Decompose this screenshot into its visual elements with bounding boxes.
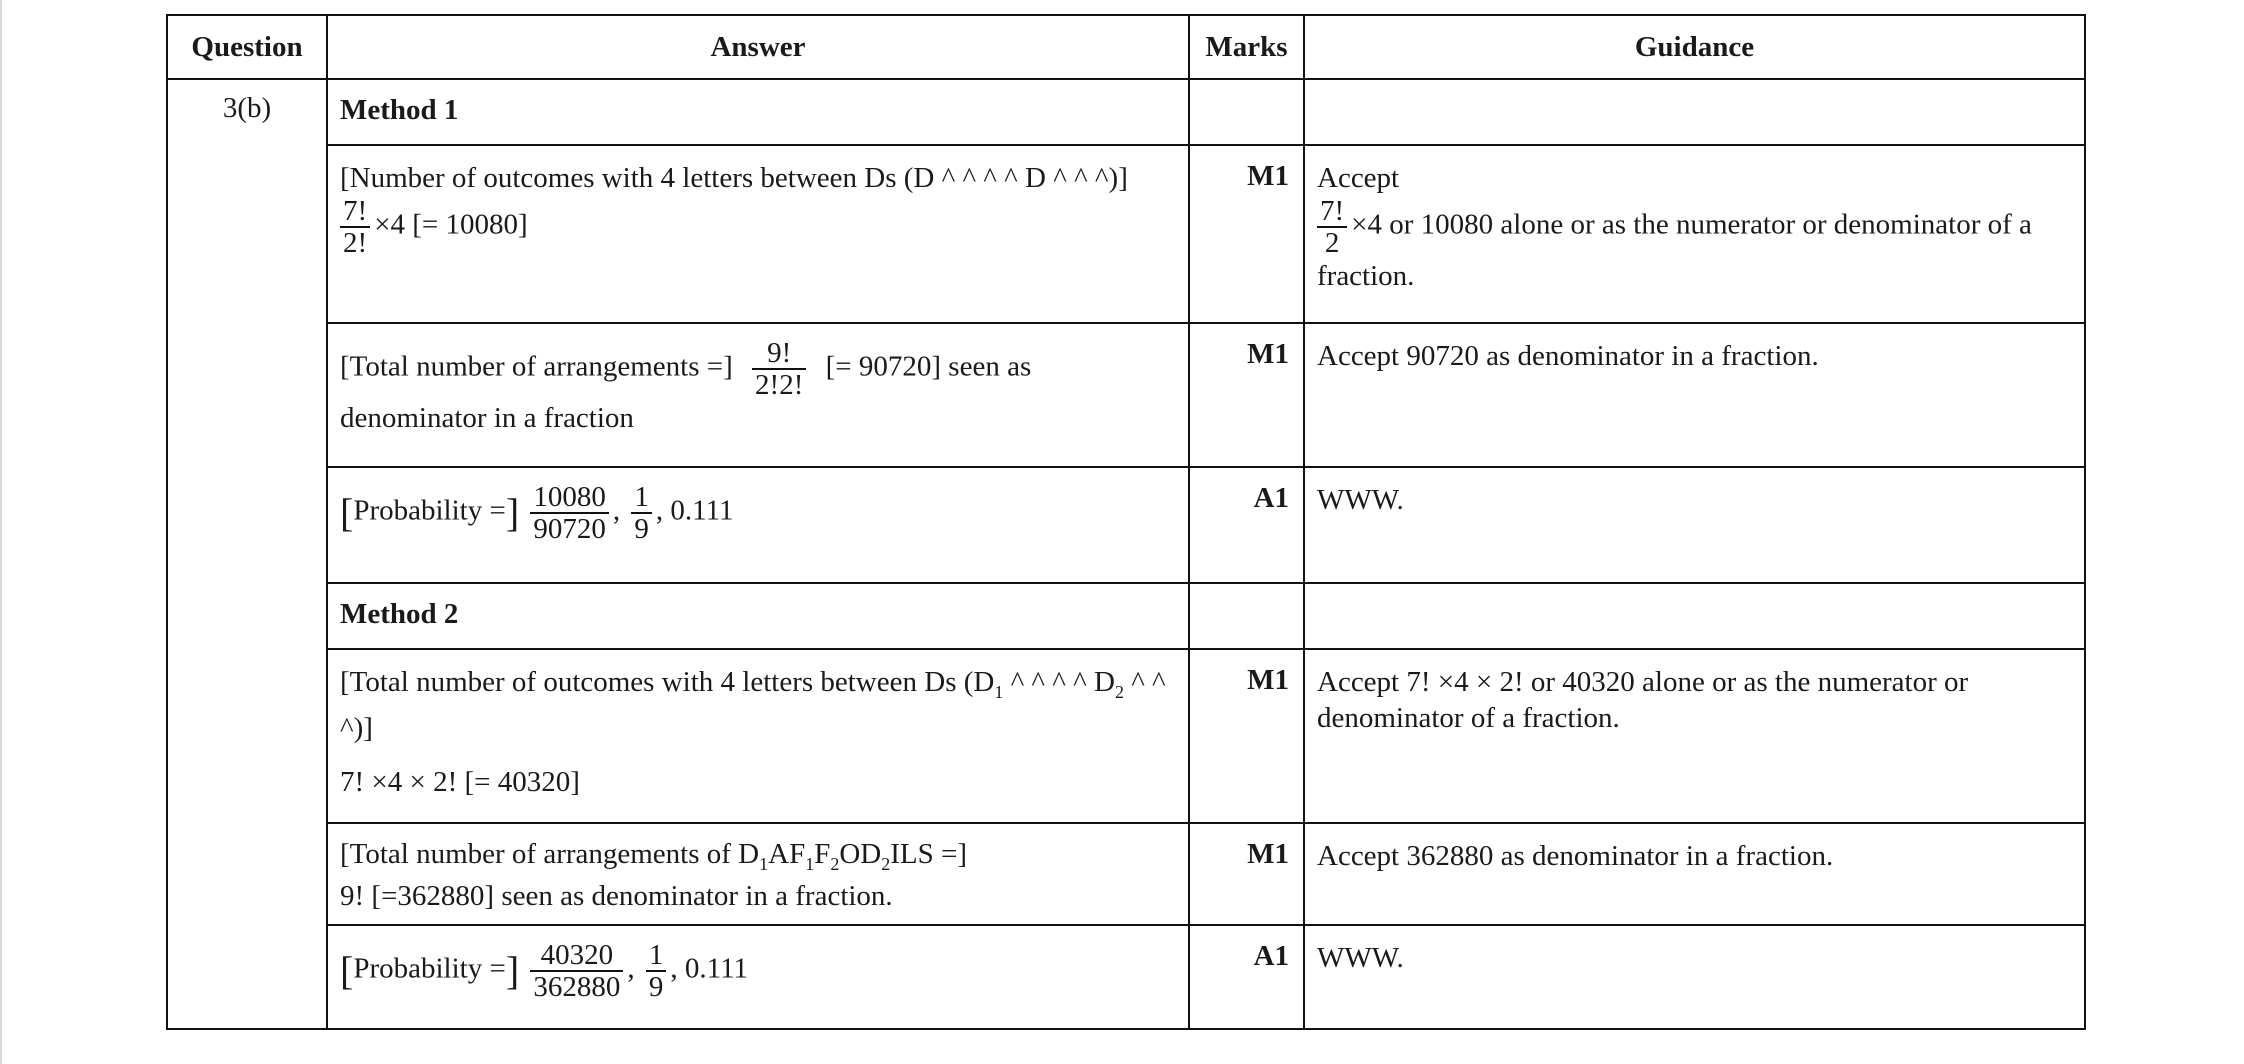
guidance-cell: WWW.	[1304, 467, 2085, 583]
header-row	[167, 15, 2085, 79]
fraction: $\frac{7!}{2}$	[1317, 196, 1347, 258]
header-marks: Marks	[1189, 15, 1304, 79]
answer-cell: [Total number of arrangements =] $\frac{9!}{2!2!}$ [= 90720] seen as denominator in a fraction	[327, 323, 1189, 467]
mark-value: M1	[1189, 323, 1304, 467]
table-row	[167, 649, 2085, 823]
answer-cell: [Probability =] $\frac{10080}{90720}$ , $\frac{1}{9}$ , 0.111	[327, 467, 1189, 583]
method-1-title: Method 1	[327, 79, 1189, 145]
table-row	[167, 323, 2085, 467]
method-2-title: Method 2	[327, 583, 1189, 649]
mark-value: M1	[1189, 145, 1304, 323]
table-row	[167, 145, 2085, 323]
mark-value: A1	[1189, 467, 1304, 583]
answer-cell: [Total number of outcomes with 4 letters between Ds ($D_1$ ^ ^ ^ ^ $D_2$ ^ ^ ^)] 7! ×4 × 2! [= 40320]	[327, 649, 1189, 823]
fraction: $\frac{7!}{2!}$	[340, 196, 370, 258]
mark-value: A1	[1189, 925, 1304, 1029]
fraction: $\frac{40320}{362880}$	[530, 940, 623, 1002]
answer-cell: [Probability =] $\frac{40320}{362880}$ , $\frac{1}{9}$ , 0.111	[327, 925, 1189, 1029]
fraction: $\frac{10080}{90720}$	[530, 482, 609, 544]
guidance-cell: WWW.	[1304, 925, 2085, 1029]
header-answer: Answer	[327, 15, 1189, 79]
table-row	[167, 925, 2085, 1029]
table-row	[167, 79, 2085, 145]
fraction: $\frac{1}{9}$	[646, 940, 667, 1002]
answer-cell: [Total number of arrangements of $D_1AF_1F_2OD_2ILS$ =] 9! [=362880] seen as denominator in a fraction.	[327, 823, 1189, 925]
table-row	[167, 467, 2085, 583]
table-row	[167, 583, 2085, 649]
table-row	[167, 823, 2085, 925]
guidance-cell: Accept 7! ×4 × 2! or 40320 alone or as the numerator or denominator of a fraction.	[1304, 649, 2085, 823]
guidance-cell: Accept 90720 as denominator in a fraction.	[1304, 323, 2085, 467]
header-question: Question	[167, 15, 327, 79]
mark-value: M1	[1189, 823, 1304, 925]
mark-scheme-table	[166, 14, 2086, 1030]
header-guidance: Guidance	[1304, 15, 2085, 79]
question-number: 3(b)	[167, 79, 327, 1029]
guidance-cell: Accept 362880 as denominator in a fraction.	[1304, 823, 2085, 925]
guidance-cell: Accept $\frac{7!}{2}$ ×4 or 10080 alone or as the numerator or denominator of a fraction.	[1304, 145, 2085, 323]
fraction: $\frac{1}{9}$	[631, 482, 652, 544]
answer-cell: [Number of outcomes with 4 letters between Ds (D ^ ^ ^ ^ D ^ ^ ^)] $\frac{7!}{2!}$ ×4 [= 10080]	[327, 145, 1189, 323]
page-edge	[0, 0, 2, 1064]
mark-value: M1	[1189, 649, 1304, 823]
fraction: $\frac{9!}{2!2!}$	[752, 338, 806, 400]
